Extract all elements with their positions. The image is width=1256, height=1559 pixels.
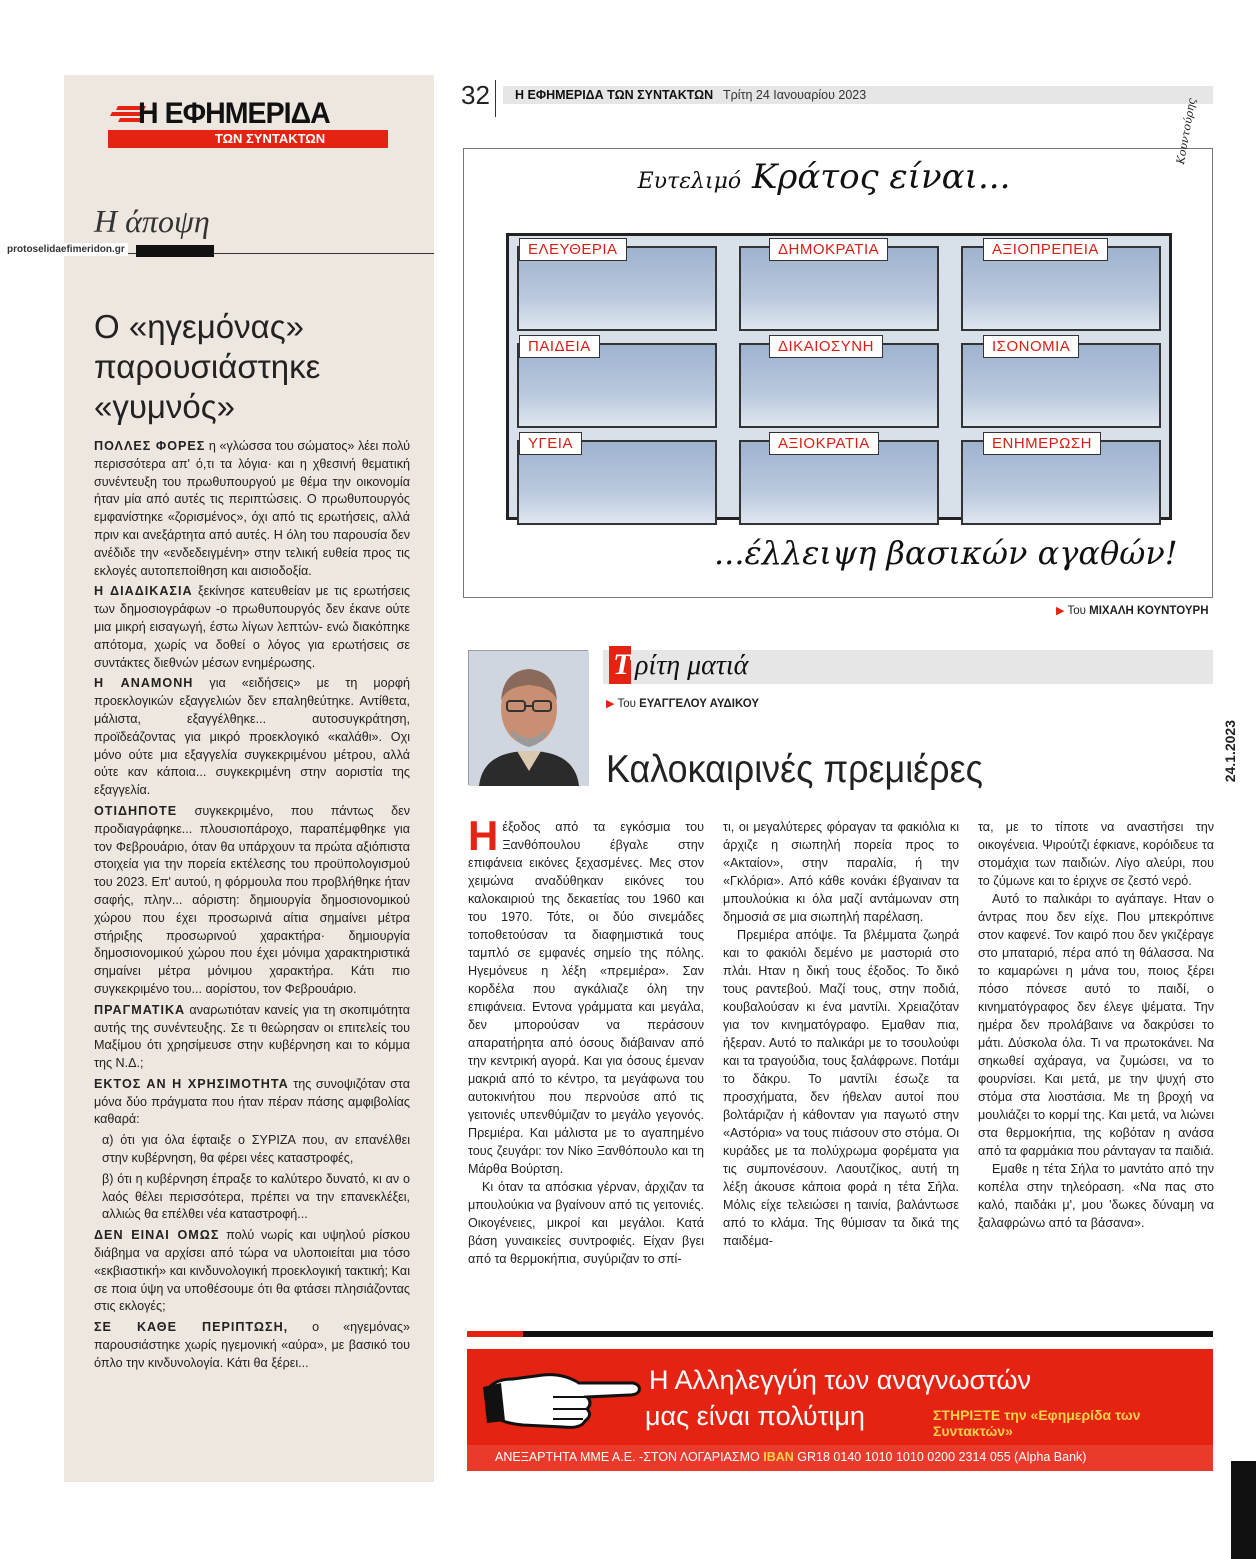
page-number: 32 [461,80,490,110]
ad-top-rule [467,1331,1213,1337]
solidarity-ad[interactable] [467,1349,1213,1471]
side-date: 24.1.2023 [1222,720,1238,783]
masthead-subtitle: ΤΩΝ ΣΥΝΤΑΚΤΩΝ [204,130,336,148]
ad-bank-name: (Alpha Bank) [1014,1450,1087,1464]
opinion-paragraph [94,1076,410,1129]
shelf-compartment [739,338,939,428]
paragraph-lead: Η ΑΝΑΜΟΝΗ [94,676,194,691]
paragraph-text: για «ειδήσεις» με τη μορφή προεκλογικών εξαγγελιών δεν επαληθεύτηκε. Αντίθετα, μάλιστα, εξαγγέλθηκε... αυτοσυγκράτηση, προϊδεάζοντας για μικρό προεκλογικό «καλάθι». Οχι μόνο ούτε μια εξαγγελία συγκεκριμένου μέτρου, αλλά ούτε καν κάποια... συγκεκριμένη στην αοριστία της εξαγγελία. [94,676,410,798]
ad-iban-label: IBAN [763,1450,794,1464]
column-title-rest: ρίτη ματιά [635,650,749,681]
column-title [603,646,1213,684]
cartoon-signature: Κουντούρης [1174,97,1199,166]
paragraph-lead: ΠΟΛΛΕΣ ΦΟΡΕΣ [94,439,206,453]
author-credit-prefix: Του [617,698,636,710]
drop-cap: Η [468,812,499,859]
shelf-compartment [739,435,939,525]
opinion-body [94,438,410,1376]
opinion-paragraph [94,583,410,672]
ad-footer-text [495,1450,1086,1464]
paragraph-lead: ΣΕ ΚΑΘΕ ΠΕΡΙΠΤΩΣΗ, [94,1320,289,1335]
article-paragraph [468,1178,704,1268]
cartoon-credit-name: ΜΙΧΑΛΗ ΚΟΥΝΤΟΥΡΗ [1089,605,1209,617]
shelf-label: ΥΓΕΙΑ [519,432,582,455]
paragraph-text: β) ότι η κυβέρνηση έπραξε το καλύτερο δυνατό, κι αν ο λαός θέλει περισσότερα, πρέπει να την επανεκλέξει, αλλιώς θα επέλθει νέα καταστροφή... [102,1171,410,1222]
ad-top-rule-accent [467,1331,523,1337]
ad-account-label: ΑΝΕΞΑΡΤΗΤΑ ΜΜΕ Α.Ε. -ΣΤΟΝ ΛΟΓΑΡΙΑΣΜΟ [495,1450,760,1464]
shelf-label: ΑΞΙΟΚΡΑΤΙΑ [769,432,879,455]
shelf-label: ΠΑΙΔΕΙΑ [519,335,600,358]
article-paragraph [978,890,1214,1160]
opinion-column [64,75,434,1482]
opinion-paragraph [94,803,410,999]
masthead-logo [108,97,388,149]
opinion-paragraph [94,1132,410,1168]
article-paragraph-text: τα, με το τίποτε να αναστήσει την οικογένεια. Ψιρούτζι έφκιανε, κορόιδευε τα στομάχια των παιδιών. Λίγο αλεύρι, που το ζύμωνε και το έριχνε σε ζεστό νερό. [978,820,1214,888]
shelf-label: ΙΣΟΝΟΜΙΑ [983,335,1079,358]
opinion-paragraph [94,1227,410,1316]
triangle-icon: ▶ [606,698,615,710]
paragraph-text: της συνοψιζόταν στα μόνα δύο πράγματα που ήταν πέραν πάσης αμφιβολίας καθαρά: [94,1076,410,1127]
paragraph-lead: ΕΚΤΟΣ ΑΝ Η ΧΡΗΣΙΜΟΤΗΤΑ [94,1076,289,1091]
paragraph-text: αναρωτιόταν κανείς για τη σκοπιμότητα αυτής της συνέντευξης. Σε τι θεώρησαν οι επιτελείς του Μαξίμου ότι χρησίμευσε στην κυβέρνηση και το κόμμα της Ν.Δ.; [94,1002,410,1071]
ad-headline-1: Η Αλληλεγγύη των αναγνωστών [649,1365,1032,1395]
shelf-compartment [961,435,1161,525]
ad-iban-number: GR18 0140 1010 1010 0200 2314 055 [797,1450,1011,1464]
article-paragraph [978,1160,1214,1232]
paragraph-lead: ΔΕΝ ΕΙΝΑΙ ΟΜΩΣ [94,1228,220,1243]
paragraph-text: η «γλώσσα του σώματος» λέει πολύ περισσότερα απ' ό,τι τα λόγια· και η χθεσινή θεματική συνέντευξη του πρωθυπουργού με θέμα την οικονομία ήταν μία από αυτές τις περιπτώσεις. Ο πρωθυπουργός εμφανίστηκε «ζορισμένος», όχι από τις ερωτήσεις, αλλά πριν και ανεξάρτητα από αυτές. Η όλη του παρουσία δεν ανέδιδε την «ενδεδειγμένη» στην τελική ευθεία προς τις εκλογές αυτοπεποίθηση και αισιοδοξία. [94,439,410,578]
article-column-3 [978,818,1214,1232]
article-paragraph-text: τι, οι μεγαλύτερες φόραγαν τα φακιόλια κι άρχιζε η σιωπηλή πορεία προς το «Ακταίον», στην παραλία, ή την «Γκλόρια». Από κάθε κονάκι έβγαιναν τα μπουλούκια κι όλα μαζί αντάμωναν στη δημοσιά σε μια σιωπηλή παρέλαση. [723,820,959,924]
shelf-compartment [517,435,717,525]
article-paragraph [723,926,959,1250]
article-paragraph-text: έξοδος από τα εγκόσμια του Ξανθόπουλου έβγαλε στην επιφάνεια εικόνες ξεχασμένες. Μες στον χειμώνα αναδύθηκαν εικόνες του καλοκαιριού της δεκαετίας του 1960 και του 1970. Τότε, οι δύο σινεμάδες τοποθετούσαν τα διαφημιστικά τους ταμπλό σε εμφανές σημείο της πόλης. Ηγεμόνευε η λέξη «πρεμιέρα». Σαν κορδέλα που αγκάλιαζε όλη την επιφάνεια. Εντονα γράμματα και μεγάλα, δεν μπορούσαν να περάσουν απαρατήρητα από όσους διάβαιναν από την κεντρική αγορά. Και για όσους έμεναν μακριά από το κέντρο, τα μεγάφωνα του αυτοκινήτου που περνούσε από τις γειτονιές υπενθύμιζαν το μεγάλο γεγονός. Πρεμιέρα. Και μάλιστα με το αγαπημένο τους ζευγάρι: τον Νίκο Ξανθόπουλο και τη Μάρθα Βούρτση. [468,820,704,1176]
paragraph-text: πολύ νωρίς και υψηλού ρίσκου διάβημα να αρχίσει από τώρα να υλοποιείται μια τόσο «εκβιαστική» και κινδυνολογική προεκλογική τακτική; Και σε ποια ύψη να υποθέσουμε ότι θα φτάσει πλησιάζοντας στις εκλογές; [94,1228,411,1314]
paragraph-lead: ΟΤΙΔΗΠΟΤΕ [94,803,178,818]
paragraph-text: ξεκίνησε κατευθείαν με τις ερωτήσεις των δημοσιογράφων -ο πρωθυπουργός δεν έκανε ούτε μια μικρή εισαγωγή, έστω λίγων λεπτών- ενώ διακόπηκε απότομα, χωρίς να δοθεί ο λόγος για ερωτήσεις σε συντάκτες διεθνών μέσων ενημέρωσης. [94,584,410,670]
article-paragraph [978,818,1214,890]
article-paragraph-text: Εμαθε η τέτα Σήλα το μαντάτο από την κοπέλα στην τηλεόραση. «Να πας στο καλό, παιδάκι μ', μου 'δωκες δύναμη να ξαλαφρώνω από τα βάσανα». [978,1162,1214,1230]
author-credit-name: ΕΥΑΓΓΕΛΟΥ ΑΥΔΙΚΟΥ [639,698,760,710]
article-paragraph [468,812,704,1178]
shelf-label: ΔΗΜΟΚΡΑΤΙΑ [769,238,888,261]
paragraph-lead: ΠΡΑΓΜΑΤΙΚΑ [94,1002,186,1017]
ad-headline-2: μας είναι πολύτιμη [645,1401,865,1431]
editorial-cartoon [463,97,1213,598]
opinion-paragraph [94,1171,410,1224]
opinion-headline: Ο «ηγεμόνας» παρουσιάστηκε «γυμνός» [94,308,321,425]
watermark: protoselidaefimeridon.gr [4,243,128,256]
section-accent-bar [136,245,214,257]
article-paragraph-text: Κι όταν τα απόσκια γέρναν, άρχιζαν τα μπουλούκια να βγαίνουν από τις γειτονιές. Οικογένειες, μικροί και μεγάλοι. Κατά βάση γυναικείες συντροφιές. Είχαν βγει από τα θερμοκήπια, συγύριζαν το σπί- [468,1180,704,1266]
shelf-label: ΕΝΗΜΕΡΩΣΗ [983,432,1101,455]
shelf-label: ΕΛΕΥΘΕΡΙΑ [519,238,627,261]
cartoon-credit [1056,604,1209,617]
cartoon-caption-bottom: ...έλλειψη βασικών αγαθών! [714,534,1178,572]
cartoon-caption-big: Κράτος είναι... [751,157,1011,197]
ad-footer [467,1445,1213,1471]
author-photo [468,650,588,785]
opinion-paragraph [94,1319,410,1372]
cartoon-caption-top [464,157,1184,197]
paragraph-text: α) ότι για όλα έφταιξε ο ΣΥΡΙΖΑ που, αν επανέλθει στην κυβέρνηση, θα φέρει νέες καταστροφές, [102,1133,410,1166]
shelf-label: ΑΞΙΟΠΡΕΠΕΙΑ [983,238,1108,261]
author-credit [606,697,759,710]
article-column-2 [723,818,959,1250]
paragraph-text: συγκεκριμένο, που πάντως δεν προδιαγράφηκε... πλουσιοπάροχο, παραπέμφθηκε για τον Φεβρουάριο, όταν θα υπάρχουν τα πρώτα αξιόπιστα στοιχεία για την πορεία εκτέλεσης του προϋπολογισμού του 2023. Επ' αυτού, η φόρμουλα που προβλήθηκε ήταν σαφής, πλην... αόριστη: δημιουργία δημοσιονομικού χώρου που έχει προσωρινά αίτια σημαίνει μέτρα στήριξης προσωρινού χαρακτήρα· δημιουργία δημοσιονομικού χώρου που έχει μόνιμα χαρακτηριστικά σημαίνει μέτρα μόνιμου χαρακτήρα. Κάτι πιο συγκεκριμένο του... αορίστου, τον Φεβρουάριο. [94,803,410,996]
paragraph-text: ο «ηγεμόνας» παρουσιάστηκε χωρίς ηγεμονική «αύρα», με βασικό του όπλο την κινδυνολογία. Κάτι θα ξέρει... [94,1320,410,1370]
section-label: Η άποψη [94,203,210,239]
article-paragraph-text: Πρεμιέρα απόψε. Τα βλέμματα ζωηρά και το φακιόλι δεμένο με μαστοριά στο πλάι. Ηταν η δική τους έξοδος. Το δικό τους ραντεβού. Μαζί τους, στην ποδιά, κουβαλούσαν κι ένα μαντίλι. Χρειαζόταν για τον κινηματόγραφο. Εμαθαν πια, ήξεραν. Αυτό το παλικάρι με το τσουλούφι και τα τραγούδια, τους ξαλάφρωνε. Ποτάμι το δάκρυ. Το μαντίλι έσωζε τα προσχήματα, δεν ήθελαν αυτοί που βολτάριζαν ή κάθονταν για παγωτό στην «Αστόρια» να τους πιάσουν στο στόμα. Οι κυράδες με τα πολύχρωμα φορέματα για τις συμπονέσουν. Λαουτζίκος, αυτή τη λέξη άκουσε κάποια φορά η τέτα Σήλα. Μόλις είχε τελειώσει η ταινία, βαλάντωσε από το κλάμα. Της θύμισαν τα δικά της παιδέμα- [723,928,959,1248]
article-title: Καλοκαιρινές πρεμιέρες [606,748,983,791]
cartoon-caption-small: Ευτελιμό [637,169,742,194]
header-date: Τρίτη 24 Ιανουαρίου 2023 [723,88,867,102]
column-title-initial: Τ [613,648,632,681]
masthead-title: Η ΕΦΗΜΕΡΙΔΑ [138,97,330,130]
shelf-label: ΔΙΚΑΙΟΣΥΝΗ [769,335,883,358]
article-column-1 [468,812,704,1268]
shelf-compartment [739,241,939,331]
shelf-compartment [517,241,717,331]
shelf-compartment [961,241,1161,331]
shelf-compartment [961,338,1161,428]
article-paragraph-text: Αυτό το παλικάρι το αγάπαγε. Ηταν ο άντρας που δεν είχε. Που μπεκρόπινε στον καφενέ. Τον καιρό που δεν γκιζέραγε στο μπαταριό, πέρα από τη θάλασσα. Να το καμαρώνει η μάνα του, ποιος ξέρει πόσο πόνεσε αυτό το παιδί, ο κινηματόγραφος δεν έλεγε ψέματα. Την ημέρα δεν προλάβαινε να δακρύσει το μάτι. Δύσκολα όλα. Τι να πρωτοκάνει. Να σηκωθεί αχάραγα, να ζυμώσει, να το φουρνίσει. Και μετά, με την ψυχή στο στόμα στα λιοστάσια. Με τη βροχή να μουλιάζει το κορμί της. Και μετά, να λιώνει στα θερμοκήπια, της κοβόταν η ανάσα από τα φαρμάκια που ράνταγαν τα παιδιά. [978,892,1214,1158]
side-tab [1231,1461,1256,1559]
opinion-paragraph [94,1002,410,1073]
shelf-compartment [517,338,717,428]
article-paragraph [723,818,959,926]
opinion-paragraph [94,438,410,580]
page-number-divider [495,80,496,117]
author-portrait-icon [469,651,589,786]
header-paper-name: Η ΕΦΗΜΕΡΙΔΑ ΤΩΝ ΣΥΝΤΑΚΤΩΝ [515,88,714,102]
article-body [468,812,1214,1318]
triangle-icon: ▶ [1056,605,1065,617]
pointing-hand-icon [483,1361,643,1433]
cartoon-credit-prefix: Του [1067,605,1086,617]
paragraph-lead: Η ΔΙΑΔΙΚΑΣΙΑ [94,584,193,599]
ad-support-text: ΣΤΗΡΙΞΤΕ την «Εφημερίδα των Συντακτών» [933,1407,1141,1439]
opinion-paragraph [94,675,410,800]
cartoon-shelf [506,233,1172,520]
